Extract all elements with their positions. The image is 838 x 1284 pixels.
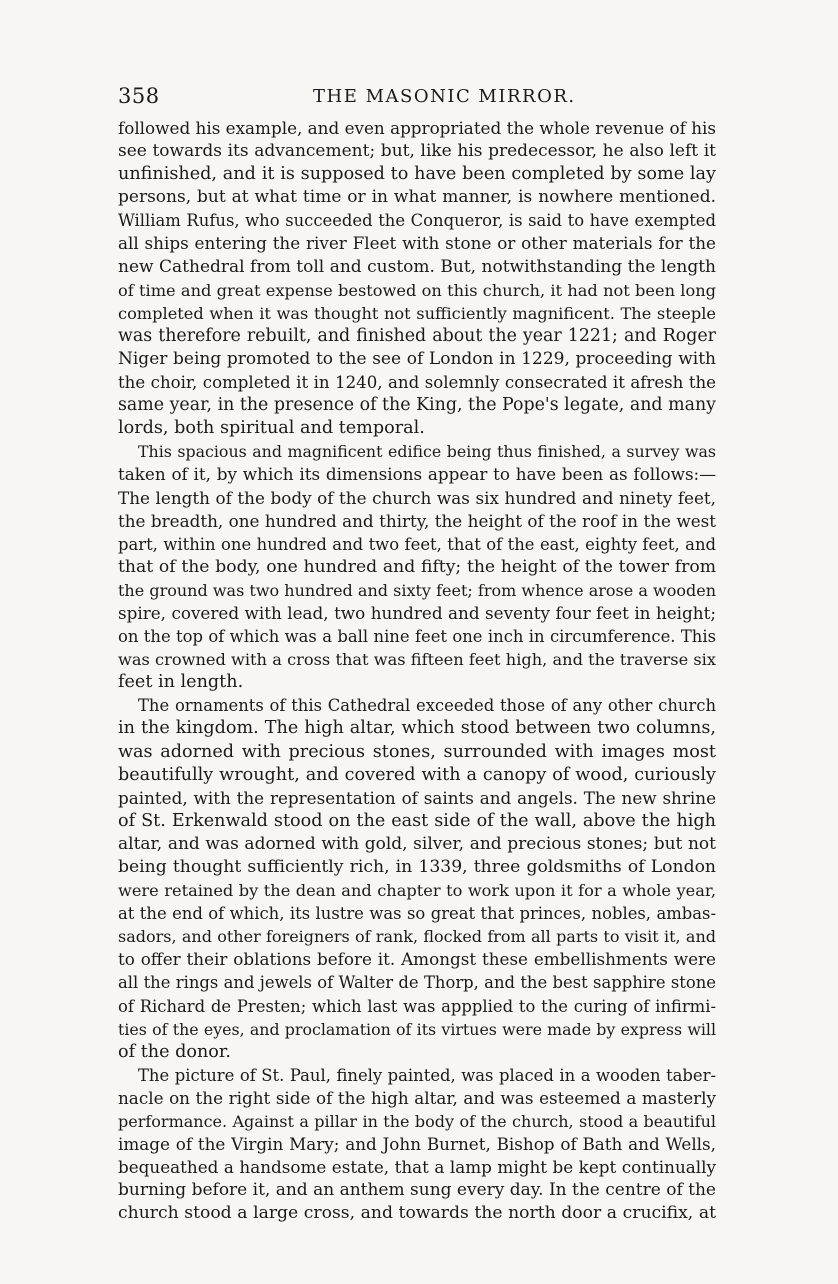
text-line: beautifully wrought, and covered with a canopy of wood, curiously (118, 764, 716, 785)
text-line: lords, both spiritual and temporal. (118, 418, 425, 439)
text-line: The ornaments of this Cathedral exceeded those of any other church (138, 696, 716, 716)
text-line: the choir, completed it in 1240, and solemnly consecrated it afresh the (118, 373, 716, 393)
text-line: performance. Against a pillar in the body of the church, stood a beautiful (118, 1112, 716, 1132)
text-line: burning before it, and an anthem sung every day. In the centre of the (118, 1180, 716, 1201)
text-line: nacle on the right side of the high altar, and was esteemed a masterly (118, 1087, 716, 1108)
text-line: completed when it was thought not sufficiently magnificent. The steeple (118, 303, 716, 323)
text-line: to offer their oblations before it. Amongst these embellishments were (118, 949, 716, 970)
text-line: followed his example, and even appropriated the whole revenue of his (118, 118, 716, 138)
text-line: of time and great expense bestowed on this church, it had not been long (118, 280, 716, 300)
text-line: on the top of which was a ball nine feet one inch in circumference. This (118, 627, 716, 647)
text-line: bequeathed a handsome estate, that a lamp might be kept continually (118, 1157, 716, 1178)
text-line: This spacious and magnificent edifice being thus finished, a survey was (138, 442, 716, 462)
text-line: see towards its advancement; but, like his predecessor, he also left it (118, 141, 716, 162)
text-line: all ships entering the river Fleet with stone or other materials for the (118, 233, 716, 254)
text-line: painted, with the representation of saints and angels. The new shrine (118, 787, 716, 808)
text-line: spire, covered with lead, two hundred and seventy four feet in height; (118, 602, 716, 623)
page-header (118, 84, 718, 116)
text-line: The picture of St. Paul, finely painted, was placed in a wooden taber- (138, 1065, 716, 1085)
text-line: ties of the eyes, and proclamation of its virtues were made by express will (118, 1019, 716, 1039)
text-line: of Richard de Presten; which last was appplied to the curing of infirmi- (118, 996, 716, 1016)
text-line: The length of the body of the church was six hundred and ninety feet, (118, 487, 716, 508)
text-line: all the rings and jewels of Walter de Thorp, and the best sapphire stone (118, 973, 716, 993)
text-line: was crowned with a cross that was fifteen feet high, and the traverse six (118, 650, 716, 670)
text-line: William Rufus, who succeeded the Conqueror, is said to have exempted (118, 211, 716, 231)
text-line: being thought sufficiently rich, in 1339, three goldsmiths of London (118, 857, 716, 877)
text-line: Niger being promoted to the see of London in 1229, proceeding with (118, 348, 716, 369)
text-line: image of the Virgin Mary; and John Burnet, Bishop of Bath and Wells, (118, 1134, 716, 1155)
body-text (118, 117, 716, 1226)
text-line: that of the body, one hundred and fifty; the height of the tower from (118, 556, 716, 577)
text-line: church stood a large cross, and towards the north door a crucifix, at (118, 1203, 716, 1224)
text-line: the breadth, one hundred and thirty, the height of the roof in the west (118, 510, 716, 531)
text-line: the ground was two hundred and sixty feet; from whence arose a wooden (118, 580, 716, 600)
text-line: new Cathedral from toll and custom. But, notwithstanding the length (118, 256, 716, 277)
text-line: in the kingdom. The high altar, which stood between two columns, (118, 718, 716, 739)
text-line: unfinished, and it is supposed to have been completed by some lay (118, 164, 716, 185)
text-line: of St. Erkenwald stood on the east side of the wall, above the high (118, 810, 716, 831)
text-line: persons, but at what time or in what manner, is nowhere mentioned. (118, 187, 716, 208)
text-line: same year, in the presence of the King, the Pope's legate, and many (118, 395, 716, 416)
text-line: at the end of which, its lustre was so great that princes, nobles, ambas- (118, 904, 716, 924)
text-line: was adorned with precious stones, surrounded with images most (118, 741, 716, 762)
text-line: part, within one hundred and two feet, that of the east, eighty feet, and (118, 534, 716, 554)
text-line: were retained by the dean and chapter to work upon it for a whole year, (118, 881, 716, 901)
text-line: of the donor. (118, 1041, 231, 1062)
running-title: THE MASONIC MIRROR. (313, 86, 576, 107)
text-line: was therefore rebuilt, and finished about the year 1221; and Roger (118, 325, 716, 346)
text-line: taken of it, by which its dimensions appear to have been as follows:— (118, 464, 716, 485)
text-line: sadors, and other foreigners of rank, flocked from all parts to visit it, and (118, 927, 716, 947)
text-line: feet in length. (118, 672, 244, 693)
page-number: 358 (118, 84, 160, 108)
text-line: altar, and was adorned with gold, silver, and precious stones; but not (118, 833, 716, 854)
